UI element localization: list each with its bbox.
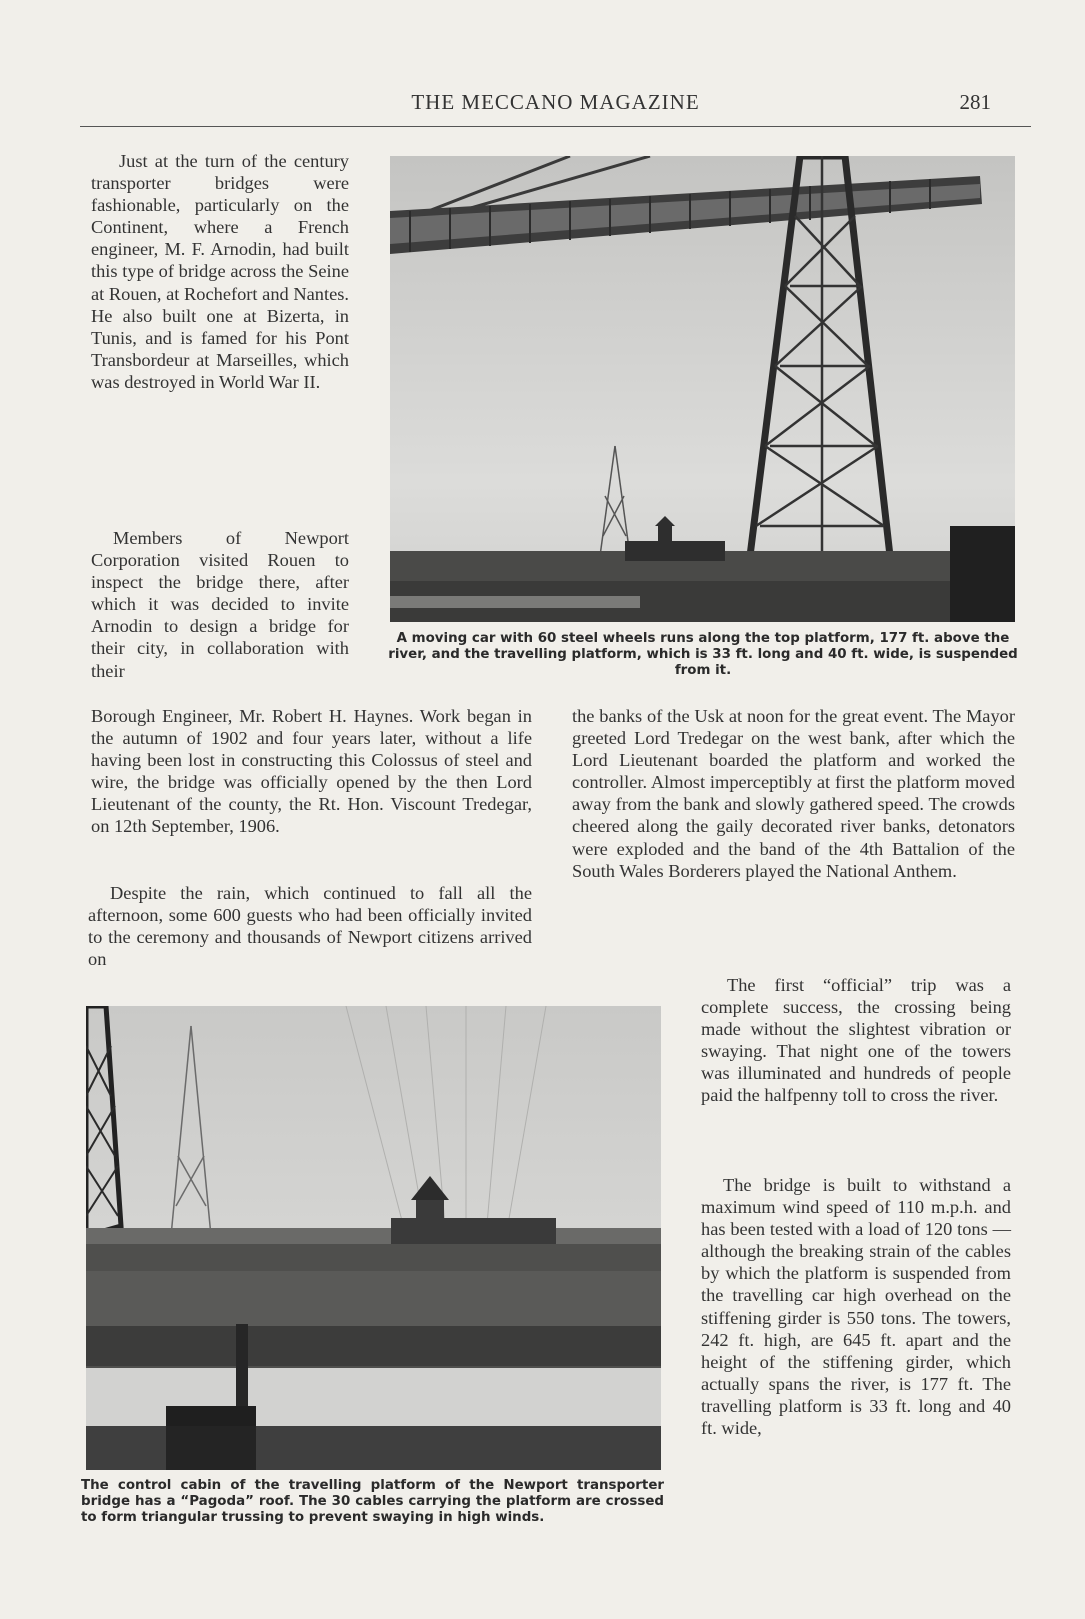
article-paragraph: the banks of the Usk at noon for the great event. The Mayor greeted Lord Tredegar on the west bank, after which the Lord Lieutenant boarded the platform and worked the controller. Almost imperceptibly at first the platform moved away from the bank and slowly gathered speed. The crowds cheered along the gaily decorated river banks, detonators were exploded and the band of the 4th Battalion of the South Wales Borderers played the National Anthem. — [572, 706, 1015, 881]
article-paragraph: The bridge is built to withstand a maximum wind speed of 110 m.p.h. and has been tested with a load of 120 tons — although the breaking strain of the cables by which the platform is suspended from the travelling car high overhead on the stiffening girder is 550 tons. The towers, 242 ft. high, are 645 ft. apart and the height of the stiffening girder, which actually spans the river, is 177 ft. The travelling platform is 33 ft. long and 40 ft. wide, — [701, 1175, 1011, 1439]
article-paragraph: The first “official” trip was a complete success, the crossing being made without the slightest vibration or swaying. That night one of the towers was illuminated and hundreds of people paid the halfpenny toll to cross the river. — [701, 975, 1011, 1106]
magazine-title: THE MECCANO MAGAZINE — [411, 90, 700, 114]
article-paragraph: Members of Newport Corporation visited Rouen to inspect the bridge there, after which it was decided to invite Arnodin to design a bridge for their city, in collaboration with their — [91, 528, 349, 681]
article-paragraph: Despite the rain, which continued to fall all the afternoon, some 600 guests who had been officially invited to the ceremony and thousands of Newport citizens arrived on — [88, 883, 532, 970]
article-paragraph: Just at the turn of the century transporter bridges were fashionable, particularly on the Continent, where a French engineer, M. F. Arnodin, had built this type of bridge across the Seine at Rouen, at Rochefort and Nantes. He also built one at Bizerta, in Tunis, and is famed for his Pont Transbordeur at Marseilles, which was destroyed in World War II. — [91, 151, 349, 392]
article-paragraph: Borough Engineer, Mr. Robert H. Haynes. Work began in the autumn of 1902 and four years later, without a life having been lost in constructing this Colossus of steel and wire, the bridge was officially opened by the then Lord Lieutenant of the county, the Rt. Hon. Viscount Tredegar, on 12th September, 1906. — [91, 706, 532, 837]
bottom-photo-caption: The control cabin of the travelling platform of the Newport transporter bridge has a “Pagoda” roof. The 30 cables carrying the platform are crossed to form triangular trussing to prevent swaying in high winds. — [81, 1478, 664, 1525]
page-number: 281 — [959, 90, 991, 114]
photo-transporter-tower — [390, 156, 1015, 622]
top-photo-caption: A moving car with 60 steel wheels runs along the top platform, 177 ft. above the river, and the travelling platform, which is 33 ft. long and 40 ft. wide, is suspended from it. — [388, 631, 1018, 678]
running-header — [80, 86, 1031, 127]
photo-control-cabin — [86, 1006, 661, 1470]
